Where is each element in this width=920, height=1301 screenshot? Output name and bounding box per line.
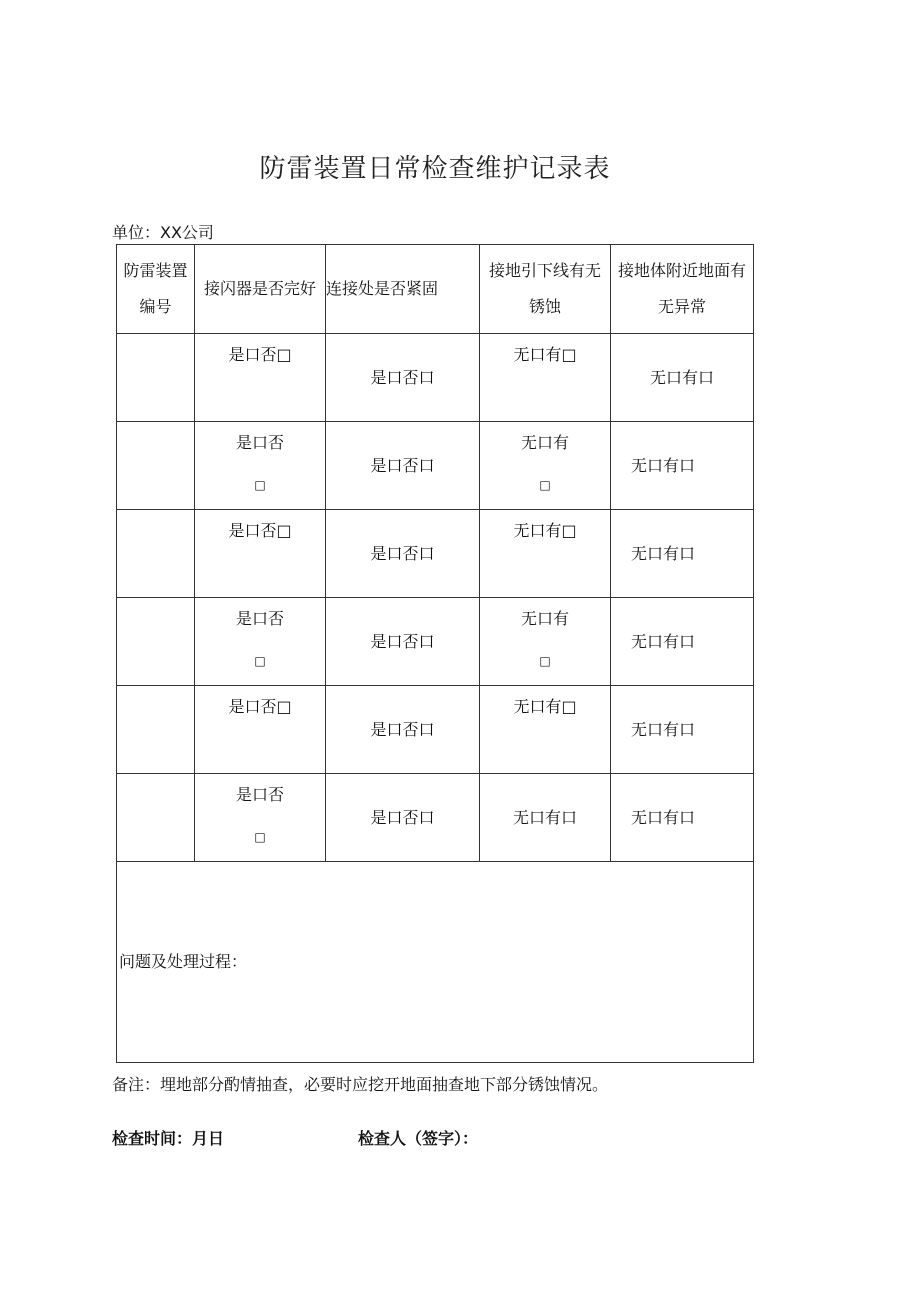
connection-cell[interactable]	[326, 422, 480, 510]
header-ground	[611, 245, 754, 334]
header-device-id-line2: 编号	[139, 297, 172, 316]
notes-cell[interactable]	[117, 862, 754, 1063]
ground-cell[interactable]	[611, 774, 754, 862]
down-conductor-checkbox[interactable]: □	[539, 654, 551, 668]
air-terminal-options[interactable]: 是口否	[235, 785, 284, 804]
header-air-terminal	[195, 245, 326, 334]
table-row	[117, 774, 754, 862]
connection-cell[interactable]	[326, 510, 480, 598]
record-table	[116, 244, 754, 1063]
connection-options[interactable]: 是口否口	[370, 367, 435, 387]
page-title: 防雷装置日常检查维护记录表	[259, 154, 611, 184]
header-down-conductor	[480, 245, 611, 334]
ground-options[interactable]: 无口有口	[631, 631, 696, 651]
inspection-date-label: 检查时间：月日	[112, 1129, 225, 1148]
ground-cell[interactable]	[611, 686, 754, 774]
header-row	[117, 245, 754, 334]
down-conductor-options[interactable]: 无口有□	[513, 521, 577, 540]
air-terminal-cell[interactable]	[195, 422, 326, 510]
air-terminal-checkbox[interactable]: □	[254, 830, 266, 844]
down-conductor-options[interactable]: 无口有□	[513, 345, 577, 364]
connection-cell[interactable]	[326, 598, 480, 686]
air-terminal-options[interactable]: 是口否□	[228, 521, 292, 540]
header-down-conductor-line2: 锈蚀	[528, 297, 561, 316]
device-id-cell[interactable]	[117, 510, 195, 598]
table-row	[117, 598, 754, 686]
down-conductor-cell[interactable]	[480, 334, 611, 422]
connection-cell[interactable]	[326, 774, 480, 862]
connection-cell[interactable]	[326, 334, 480, 422]
down-conductor-cell[interactable]	[480, 598, 611, 686]
notes-label: 问题及处理过程：	[119, 952, 248, 971]
down-conductor-checkbox[interactable]: □	[539, 478, 551, 492]
ground-options[interactable]: 无口有口	[631, 807, 696, 827]
ground-options[interactable]: 无口有口	[631, 719, 696, 739]
unit-label: 单位：XX公司	[112, 223, 214, 242]
connection-options[interactable]: 是口否口	[370, 807, 435, 827]
air-terminal-checkbox[interactable]: □	[254, 478, 266, 492]
down-conductor-options[interactable]: 无口有□	[513, 697, 577, 716]
air-terminal-options[interactable]: 是口否□	[228, 697, 292, 716]
device-id-cell[interactable]	[117, 686, 195, 774]
header-down-conductor-line1: 接地引下线有无	[488, 261, 601, 280]
header-device-id-line1: 防雷装置	[123, 261, 188, 280]
air-terminal-options[interactable]: 是口否	[235, 609, 284, 628]
connection-options[interactable]: 是口否口	[370, 455, 435, 475]
air-terminal-options[interactable]: 是口否	[235, 433, 284, 452]
ground-cell[interactable]	[611, 598, 754, 686]
ground-cell[interactable]	[611, 510, 754, 598]
connection-options[interactable]: 是口否口	[370, 719, 435, 739]
ground-options[interactable]: 无口有口	[631, 543, 696, 563]
header-ground-line1: 接地体附近地面有	[617, 261, 746, 280]
down-conductor-cell[interactable]	[480, 774, 611, 862]
ground-options[interactable]: 无口有口	[649, 367, 714, 387]
air-terminal-cell[interactable]	[195, 774, 326, 862]
down-conductor-options[interactable]: 无口有	[520, 609, 569, 628]
down-conductor-options[interactable]: 无口有口	[512, 807, 577, 827]
down-conductor-cell[interactable]	[480, 422, 611, 510]
header-air-terminal-label: 接闪器是否完好	[203, 279, 316, 298]
ground-cell[interactable]	[611, 422, 754, 510]
table-row	[117, 422, 754, 510]
inspector-signature-label: 检查人（签字）：	[358, 1129, 479, 1148]
air-terminal-checkbox[interactable]: □	[254, 654, 266, 668]
ground-cell[interactable]	[611, 334, 754, 422]
header-device-id	[117, 245, 195, 334]
device-id-cell[interactable]	[117, 422, 195, 510]
device-id-cell[interactable]	[117, 334, 195, 422]
device-id-cell[interactable]	[117, 598, 195, 686]
notes-row	[117, 862, 754, 1063]
air-terminal-cell[interactable]	[195, 334, 326, 422]
header-connection-label: 连接处是否紧固	[326, 279, 439, 298]
air-terminal-cell[interactable]	[195, 510, 326, 598]
table-row	[117, 334, 754, 422]
connection-options[interactable]: 是口否口	[370, 631, 435, 651]
air-terminal-cell[interactable]	[195, 598, 326, 686]
table-row	[117, 510, 754, 598]
connection-cell[interactable]	[326, 686, 480, 774]
connection-options[interactable]: 是口否口	[370, 543, 435, 563]
down-conductor-cell[interactable]	[480, 686, 611, 774]
header-connection	[326, 245, 480, 334]
table-row	[117, 686, 754, 774]
down-conductor-options[interactable]: 无口有	[520, 433, 569, 452]
down-conductor-cell[interactable]	[480, 510, 611, 598]
header-ground-line2: 无异常	[657, 297, 706, 316]
air-terminal-options[interactable]: 是口否□	[228, 345, 292, 364]
ground-options[interactable]: 无口有口	[631, 455, 696, 475]
device-id-cell[interactable]	[117, 774, 195, 862]
air-terminal-cell[interactable]	[195, 686, 326, 774]
remark-text: 备注：埋地部分酌情抽查，必要时应挖开地面抽查地下部分锈蚀情况。	[112, 1075, 609, 1094]
